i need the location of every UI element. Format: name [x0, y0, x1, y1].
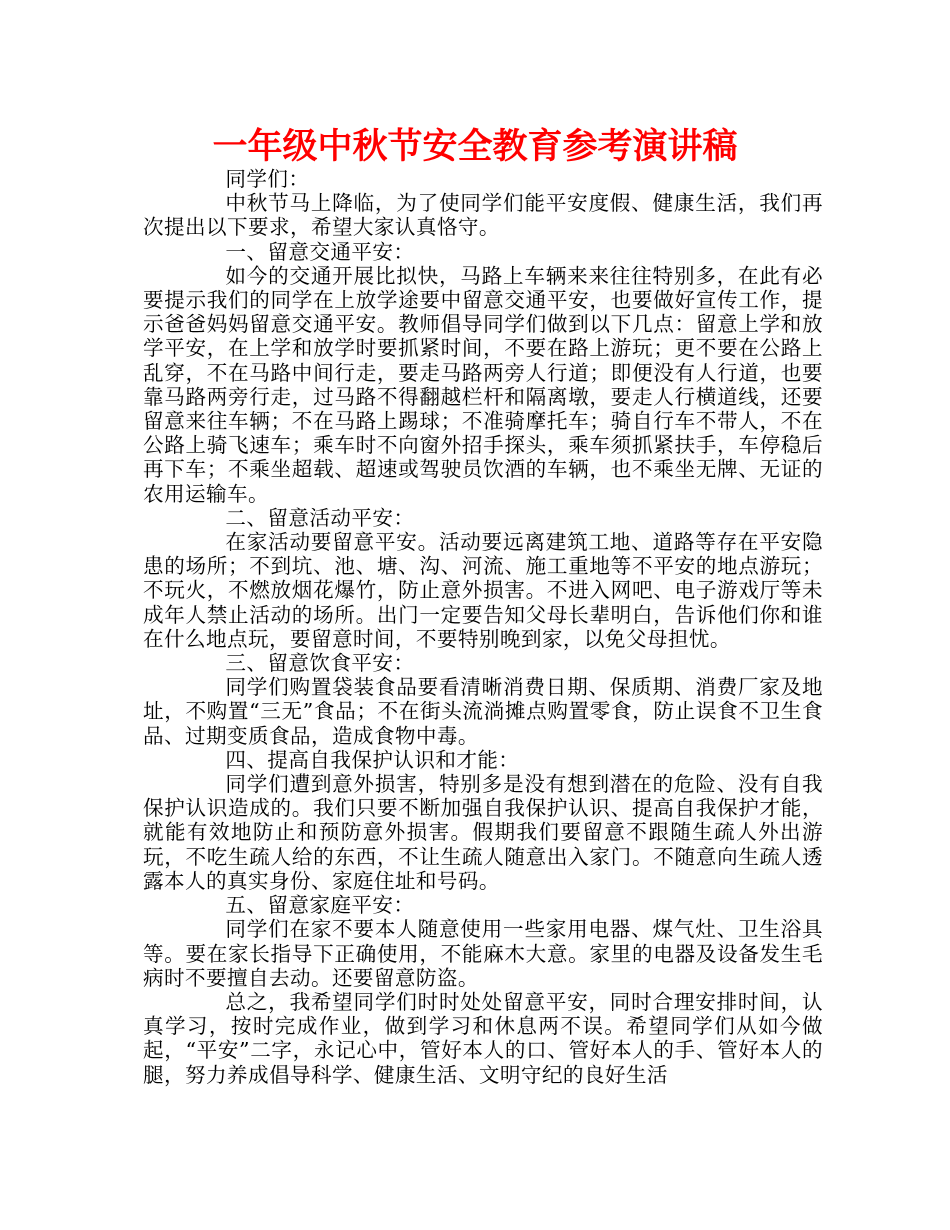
section-heading-activity: 二、留意活动平安： — [225, 505, 415, 530]
section-paragraph-traffic: 如今的交通开展比拟快，马路上车辆来来往往特别多，在此有必要提示我们的同学在上放学途要中留意交通平安，也要做好宣传工作，提示爸爸妈妈留意交通平安。教师倡导同学们做到以下几点：留意上学和放学平安，在上学和放学时要抓紧时间，不要在路上游玩；更不要在公路上乱穿，不在马路中间行走，要走马路两旁人行道；即便没有人行道，也要靠马路两旁行走，过马路不得翻越栏杆和隔离墩，要走人行横道线，还要留意来往车辆；不在马路上踢球；不准骑摩托车；骑自行车不带人，不在公路上骑飞速车；乘车时不向窗外招手探头，乘车须抓紧扶手，车停稳后再下车；不乘坐超载、超速或驾驶员饮酒的车辆，也不乘坐无牌、无证的农用运输车。 — [143, 263, 823, 506]
conclusion-paragraph: 总之，我希望同学们时时处处留意平安，同时合理安排时间，认真学习，按时完成作业，做到学习和休息两不误。希望同学们从如今做起，“平安”二字，永记心中，管好本人的口、管好本人的手、管好本人的腿，努力养成倡导科学、健康生活、文明守纪的良好生活 — [143, 989, 823, 1087]
section-paragraph-self-protection: 同学们遭到意外损害，特别多是没有想到潜在的危险、没有自我保护认识造成的。我们只要不断加强自我保护认识、提高自我保护才能，就能有效地防止和预防意外损害。假期我们要留意不跟随生疏人外出游玩，不吃生疏人给的东西，不让生疏人随意出入家门。不随意向生疏人透露本人的真实身份、家庭住址和号码。 — [143, 772, 823, 893]
section-paragraph-food: 同学们购置袋装食品要看清晰消费日期、保质期、消费厂家及地址，不购置“三无”食品；不在街头流淌摊点购置零食，防止误食不卫生食品、过期变质食品，造成食物中毒。 — [143, 675, 823, 748]
salutation-paragraph: 同学们： — [225, 167, 310, 191]
section-heading-home: 五、留意家庭平安： — [225, 893, 415, 918]
section-paragraph-activity: 在家活动要留意平安。活动要远离建筑工地、道路等存在平安隐患的场所；不到坑、池、塘、沟、河流、施工重地等不平安的地点游玩；不玩火，不燃放烟花爆竹，防止意外损害。不进入网吧、电子游戏厅等未成年人禁止活动的场所。出门一定要告知父母长辈明白，告诉他们你和谁在什么地点玩，要留意时间，不要特别晚到家，以免父母担忧。 — [143, 530, 823, 651]
section-heading-traffic: 一、留意交通平安： — [225, 239, 415, 264]
document-title: 一年级中秋节安全教育参考演讲稿 — [212, 127, 738, 167]
section-heading-self-protection: 四、提高自我保护认识和才能： — [225, 747, 520, 772]
section-heading-food: 三、留意饮食平安： — [225, 651, 415, 676]
section-paragraph-home: 同学们在家不要本人随意使用一些家用电器、煤气灶、卫生浴具等。要在家长指导下正确使用，不能麻木大意。家里的电器及设备发生毛病时不要擅自去动。还要留意防盗。 — [143, 917, 823, 990]
intro-paragraph: 中秋节马上降临，为了使同学们能平安度假、健康生活，我们再次提出以下要求，希望大家认真恪守。 — [143, 191, 823, 240]
document-body — [143, 167, 823, 1087]
